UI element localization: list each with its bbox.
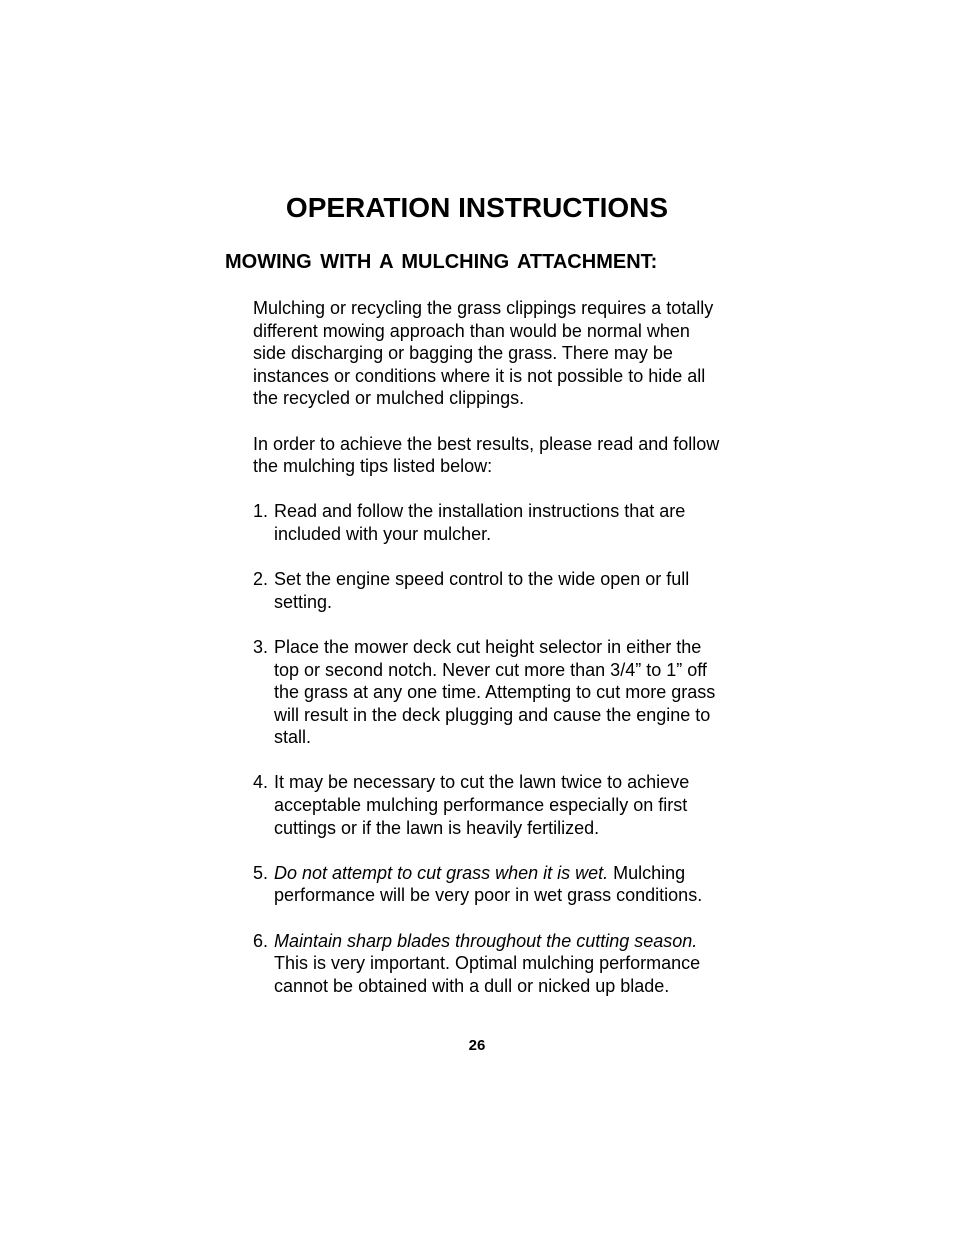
list-item-text: Set the engine speed control to the wide open or full setting. (274, 569, 690, 612)
mulching-tips-list (253, 500, 723, 997)
list-item-number: 1. (253, 501, 269, 522)
list-item (253, 771, 723, 839)
list-item-number: 6. (253, 930, 269, 951)
list-item (253, 930, 723, 998)
list-item-number: 5. (253, 862, 269, 883)
list-item-text: Mulching performance will be very poor in wet grass conditions. (274, 862, 703, 906)
list-item (253, 500, 723, 545)
list-item-emphasis: Do not attempt to cut grass when it is wet. (274, 862, 609, 883)
page-title: OPERATION INSTRUCTIONS (285, 192, 669, 223)
page-number: 26 (468, 1037, 486, 1054)
list-item-text: Place the mower deck cut height selector in either the top or second notch. Never cut more than 3/4” to 1” off the grass at any one time. Attempting to cut more grass will result in the deck plugging and cause the engine to stall. (274, 636, 716, 748)
list-item-text: This is very important. Optimal mulching performance cannot be obtained with a dull or nicked up blade. (274, 953, 701, 996)
list-item-number: 3. (253, 636, 269, 657)
list-item-text: Read and follow the installation instructions that are included with your mulcher. (274, 501, 686, 544)
list-item-number: 2. (253, 569, 269, 590)
list-item-number: 4. (253, 772, 269, 793)
list-item (253, 636, 723, 749)
section-heading: MOWING WITH A MULCHING ATTACHMENT: (225, 251, 658, 273)
list-item-text: It may be necessary to cut the lawn twice to achieve acceptable mulching performance especially on first cuttings or if the lawn is heavily fertilized. (274, 772, 690, 838)
instructions-paragraph: In order to achieve the best results, please read and follow the mulching tips listed below: (253, 433, 720, 477)
list-item (253, 862, 723, 907)
document-body (253, 297, 723, 1020)
list-item-emphasis: Maintain sharp blades throughout the cutting season. (274, 930, 698, 951)
list-item (253, 568, 723, 613)
intro-paragraph: Mulching or recycling the grass clippings requires a totally different mowing approach than would be normal when side discharging or bagging the grass. There may be instances or conditions where it is not possible to hide all the recycled or mulched clippings. (253, 298, 714, 409)
